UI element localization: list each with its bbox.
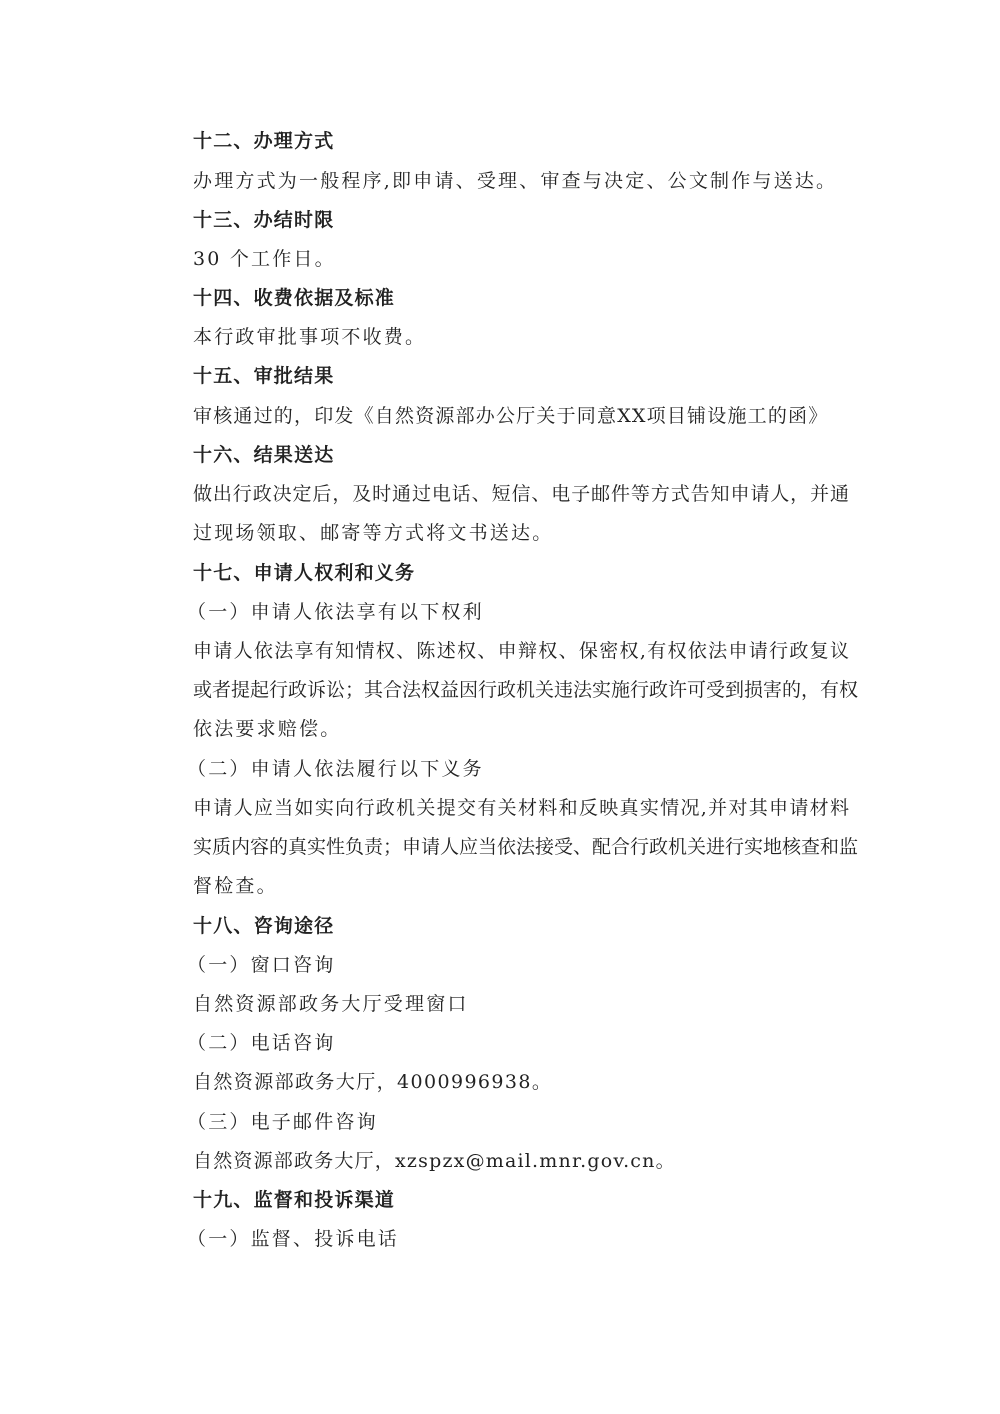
section-18-sub1-body: 自然资源部政务大厅受理窗口 bbox=[193, 993, 469, 1015]
section-17-sub1-line-2: 或者提起行政诉讼；其合法权益因行政机关违法实施行政许可受到损害的，有权 bbox=[193, 679, 859, 701]
section-12-heading: 十二、办理方式 bbox=[193, 130, 335, 152]
section-18-subheading-1: （一）窗口咨询 bbox=[187, 954, 336, 976]
section-19-heading: 十九、监督和投诉渠道 bbox=[193, 1189, 396, 1211]
section-12-body: 办理方式为一般程序,即申请、受理、审查与决定、公文制作与送达。 bbox=[193, 170, 838, 192]
section-15-heading: 十五、审批结果 bbox=[193, 365, 335, 387]
section-17-subheading-2: （二）申请人依法履行以下义务 bbox=[187, 758, 484, 780]
section-17-sub2-line-3: 督检查。 bbox=[193, 875, 278, 897]
section-16-body-line-2: 过现场领取、邮寄等方式将文书送达。 bbox=[193, 522, 554, 544]
section-18-subheading-3: （三）电子邮件咨询 bbox=[187, 1111, 378, 1133]
section-15-body: 审核通过的，印发《自然资源部办公厅关于同意XX项目铺设施工的函》 bbox=[193, 405, 829, 427]
section-13-body: 30 个工作日。 bbox=[193, 248, 336, 270]
section-17-sub1-line-3: 依法要求赔偿。 bbox=[193, 718, 342, 740]
section-14-heading: 十四、收费依据及标准 bbox=[193, 287, 396, 309]
section-19-subheading-1: （一）监督、投诉电话 bbox=[187, 1228, 400, 1250]
section-17-subheading-1: （一）申请人依法享有以下权利 bbox=[187, 601, 484, 623]
section-18-sub3-body: 自然资源部政务大厅，xzspzx@mail.mnr.gov.cn。 bbox=[193, 1150, 676, 1172]
section-14-body: 本行政审批事项不收费。 bbox=[193, 326, 427, 348]
section-16-heading: 十六、结果送达 bbox=[193, 444, 335, 466]
section-17-sub1-line-1: 申请人依法享有知情权、陈述权、申辩权、保密权,有权依法申请行政复议 bbox=[193, 640, 849, 662]
section-17-heading: 十七、申请人权利和义务 bbox=[193, 562, 416, 584]
section-17-sub2-line-1: 申请人应当如实向行政机关提交有关材料和反映真实情况,并对其申请材料 bbox=[193, 797, 849, 819]
section-18-heading: 十八、咨询途径 bbox=[193, 915, 335, 937]
section-18-sub2-body: 自然资源部政务大厅，4000996938。 bbox=[193, 1071, 553, 1093]
section-18-subheading-2: （二）电话咨询 bbox=[187, 1032, 336, 1054]
section-17-sub2-line-2: 实质内容的真实性负责；申请人应当依法接受、配合行政机关进行实地核查和监 bbox=[193, 836, 859, 858]
section-13-heading: 十三、办结时限 bbox=[193, 209, 335, 231]
section-16-body-line-1: 做出行政决定后，及时通过电话、短信、电子邮件等方式告知申请人，并通 bbox=[193, 483, 849, 505]
